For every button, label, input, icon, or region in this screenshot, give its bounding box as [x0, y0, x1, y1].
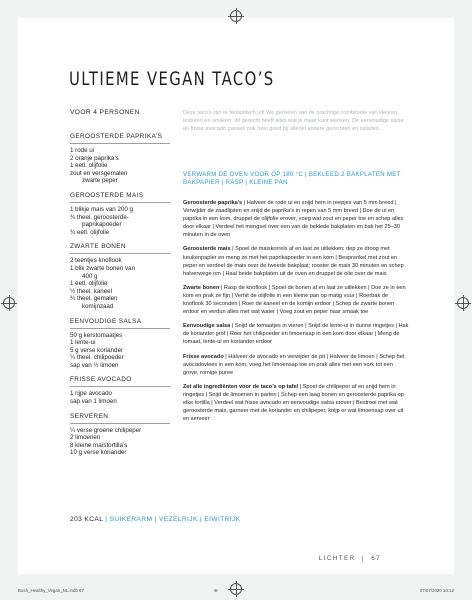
ingredient: ¾ eetl. olijfolie: [70, 228, 110, 236]
ingredient: 1 eetl. olijfolie: [70, 280, 108, 288]
step-label: Geroosterde paprika’s: [183, 200, 243, 206]
step-text: | Snijd de tomaatjes in vieren | Snijd de lente-ui in dunne ringetjes | Hak de koriander grof | Roer het chilipoeder en limoensap in een kom door elkaar | Meng de tomaat, lente-ui en koriander erdoor: [183, 323, 409, 346]
page-footer: LICHTER | 67: [318, 555, 381, 562]
crop-mark-icon: ⊕: [214, 588, 218, 593]
recipe-title: ULTIEME VEGAN TACO’S: [69, 68, 275, 90]
ingredient: paprikapoeder: [82, 221, 122, 229]
step-label: Zet alle ingrediënten voor de taco’s op tafel: [183, 383, 299, 390]
method-step: [183, 353, 409, 377]
method-step: [183, 322, 409, 346]
ingredient: 1 rijpe avocado: [70, 390, 112, 398]
section-heading: ZWARTE BONEN: [70, 243, 170, 254]
ingredient: sap van 1 limoen: [70, 398, 117, 406]
ingredient: ¾ theel. geroosterde-: [70, 213, 129, 221]
registration-mark-icon: [230, 10, 242, 22]
step-text: | Spoel de chilipeper af en snijd hem in ringetjes | Snijd de limoenen in parten | Schep een laag bonen en geroosterde paprika op elke tortilla | Verdeel wat frisse avocado en eenvoudige salsa erover | Bestrooi met wat geroosterde mais, garneer met de koriander en chilipeper, knijp er wat limoensap over uit en serveer: [183, 383, 404, 423]
section-heading: SERVEREN: [70, 413, 170, 424]
method-step: [183, 199, 409, 239]
step-text: | Rasp de knoflook | Spoel de bonen af en laat ze uitlekken | Doe ze in een kom en prak ze fijn | Verhit de olijfolie in een kleine pan op matig vuur | Roerbak de knoflook 30 seconden | Roer de kaneel en de komijn erdoor | Schep de zwarte bonen erdoor en verdun alles met wat water | Voeg zout en peper naar smaak toe: [183, 284, 406, 316]
ingredient-section: [70, 133, 170, 185]
ingredient-section: [70, 243, 170, 310]
ingredient: 1 rode ui: [70, 147, 95, 154]
ingredient: zwarte peper: [82, 177, 118, 185]
method-step: [183, 383, 409, 423]
section-heading: GEROOSTERDE MAIS: [70, 192, 170, 203]
registration-mark-icon: [457, 297, 469, 309]
ingredient-section: [70, 376, 170, 405]
page-number: 67: [371, 555, 381, 562]
ingredient: komijnzaad: [82, 302, 114, 310]
ingredient: 50 g kerstomaatjes: [70, 331, 123, 339]
step-text: | Halveer de avocado en verwijder de pit | Halveer de limoen | Schep het avocadovlees in een kom, voeg het limoensap toe en prak alles met een vork tot een grove, romige puree: [183, 353, 405, 376]
ingredient: 400 g: [82, 272, 98, 280]
method-step: [183, 284, 409, 316]
ingredient: ¼ verse groene chilipeper: [70, 426, 142, 434]
slug-file: Bosh_Healthy_Vegan_NL.indb 67: [18, 588, 84, 593]
ingredient-section: [70, 192, 170, 236]
ingredient: 2 limoenen: [70, 434, 101, 442]
ingredient: 2 teentjes knoflook: [70, 257, 122, 265]
method-step: [183, 245, 409, 277]
ingredients-column: [70, 109, 170, 464]
diet-tags: | SUIKERARM | VEZELRIJK | EIWITRIJK: [103, 516, 241, 523]
step-label: Geroosterde mais: [183, 246, 231, 253]
ingredient-sections: [70, 133, 170, 457]
intro-text: Deze taco’s zijn er fantastisch uit! We genieten van de prachtige combinatie van kleuren, texturen en smaken: dit gerecht heeft alles wat je maar kunt wensen. De eenvoudige salsa en frisse avocado passen ook heel goed bij allerlei andere gerechten en salades.: [183, 110, 404, 132]
servings: VOOR 4 PERSONEN: [70, 109, 140, 116]
ingredient: 1 blik zwarte bonen van: [70, 264, 136, 272]
ingredient: 1 lente-ui: [70, 339, 96, 347]
step-label: Frisse avocado: [183, 353, 224, 360]
ingredient: 5 g verse koriander: [70, 346, 123, 354]
registration-mark-icon: [230, 583, 242, 595]
ingredient: ¾ theel. gemalen: [70, 295, 118, 303]
ingredient: 1 eetl. olijfolie: [70, 162, 108, 170]
step-text: | Spoel de maiskorrels af en laat ze uitlekken; dep ze droog met keukenpapier en meng ze met het paprikapoeder in een kom | Besprenkel met zout en peper en verdeel de mais over de tweede bakplaat; rooster de mais 30 minuten en schep halverwege om | Haal beide bakplaten uit de oven en druppel de olie over de mais: [183, 246, 404, 277]
ingredient-section: [70, 413, 170, 457]
ingredient: 8 kleine maïstortilla’s: [70, 441, 128, 449]
calories: 203 KCAL: [70, 516, 104, 523]
ingredient: sap van ½ limoen: [70, 361, 119, 369]
step-label: Zwarte bonen: [183, 284, 220, 291]
ingredient: 10 g verse koriander: [70, 449, 127, 457]
step-text: | Halveer de rode ui en snijd hem in reepjes van 5 mm breed | Verwijder de zaadlijsten en snijd de paprika’s in repen van 5 mm breed | Doe de ui en paprika in een kom, druppel de olijfolie erover, voeg wat zout en peper toe en schep alles door elkaar | Verdeel het mengsel over een van de beklede bakplaten en bak het 25–30 minuten in de oven: [183, 200, 404, 239]
registration-mark-icon: [3, 297, 15, 309]
nutrition-footer: [70, 516, 241, 523]
ingredient-section: [70, 318, 170, 370]
ingredient: 2 oranje paprika’s: [70, 154, 119, 162]
preparation-subhead: VERWARM DE OVEN VOOR OP 180 °C | BEKLEED 2 BAKPLATEN MET BAKPAPIER | RASP | KLEINE PAN: [183, 171, 401, 186]
section-heading: GEROOSTERDE PAPRIKA’S: [70, 133, 170, 144]
method-steps: [183, 199, 409, 429]
section-heading: FRISSE AVOCADO: [70, 376, 170, 387]
slug-date: 07/07/2020 10:12: [419, 588, 454, 593]
section-name: LICHTER: [318, 555, 356, 562]
section-heading: EENVOUDIGE SALSA: [70, 318, 170, 329]
ingredient: zout en versgemalen: [70, 169, 128, 177]
ingredient: 1 blikje mais van 200 g: [70, 205, 133, 213]
ingredient: ½ theel. kaneel: [70, 287, 112, 295]
ingredient: ¼ theel. chilipoeder: [70, 354, 124, 362]
step-label: Eenvoudige salsa: [183, 323, 231, 330]
